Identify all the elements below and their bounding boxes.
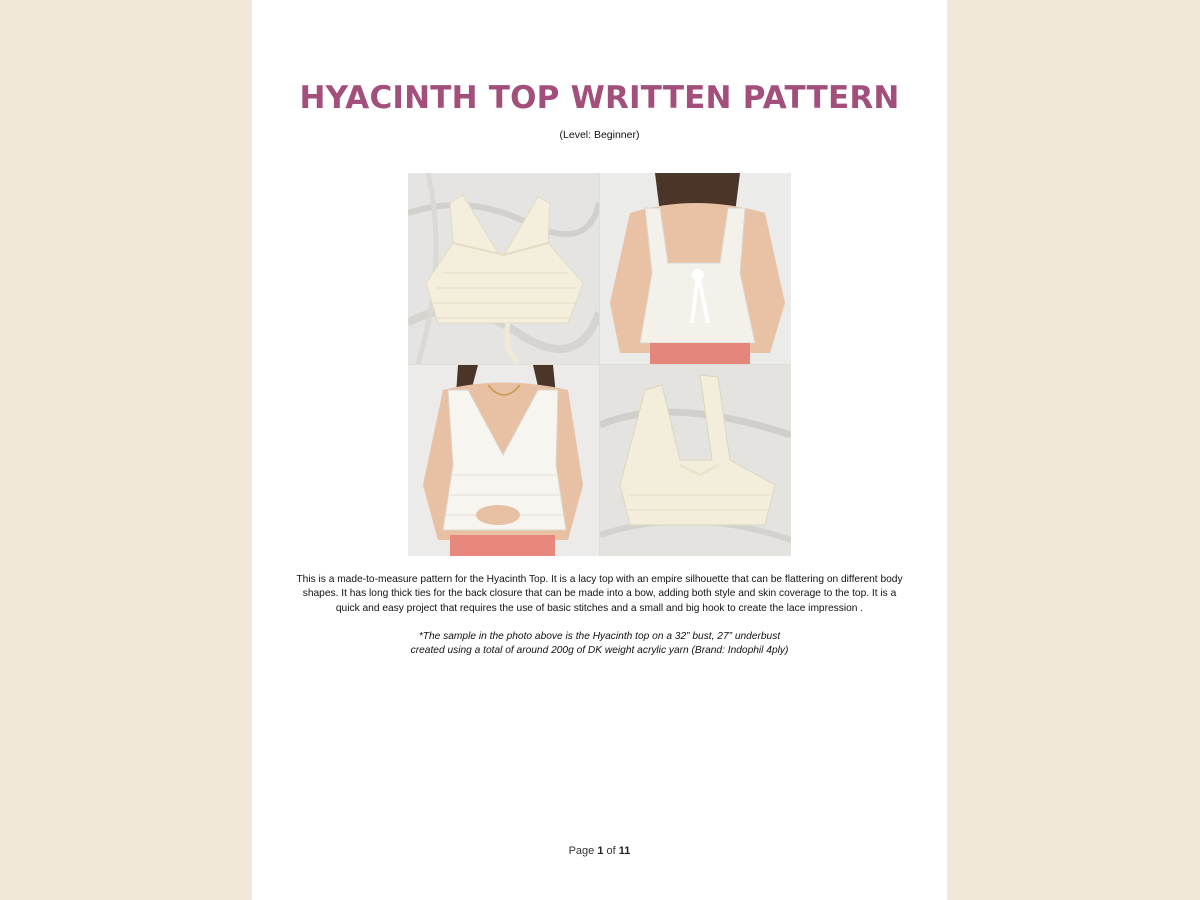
sample-note-line-2: created using a total of around 200g of DK weight acrylic yarn (Brand: Indophil 4ply): [410, 645, 789, 657]
page-separator: of: [606, 845, 616, 857]
page-prefix: Page: [568, 845, 595, 857]
crochet-top-worn-back-photo: [600, 173, 791, 364]
total-page-count: 11: [618, 845, 631, 857]
photo-collage: [408, 173, 791, 556]
crochet-top-flat-front-photo: [408, 173, 599, 364]
photo-worn-front: [408, 365, 599, 556]
pattern-description: This is a made-to-measure pattern for the Hyacinth Top. It is a lacy top with an empire silhouette that can be flattering on different body shapes. It has long thick ties for the back closure that can be made into a bow, adding both style and skin coverage to the top. It is a quick and easy project that requires the use of basic stitches and a small and big hook to create the lace impression .: [296, 574, 903, 614]
sample-note: [312, 630, 887, 659]
crochet-top-flat-back-photo: [600, 365, 791, 556]
page-indicator: [252, 845, 947, 857]
photo-flat-back: [600, 365, 791, 556]
pdf-page: [252, 0, 947, 900]
sample-note-line-1: *The sample in the photo above is the Hyacinth top on a 32” bust, 27” underbust: [418, 631, 781, 642]
photo-flat-front: [408, 173, 599, 364]
current-page-number: 1: [597, 845, 604, 857]
page-title: HYACINTH TOP WRITTEN PATTERN: [299, 80, 900, 116]
crochet-top-worn-front-photo: [408, 365, 599, 556]
photo-worn-back: [600, 173, 791, 364]
level-label: (Level: Beginner): [559, 129, 640, 141]
